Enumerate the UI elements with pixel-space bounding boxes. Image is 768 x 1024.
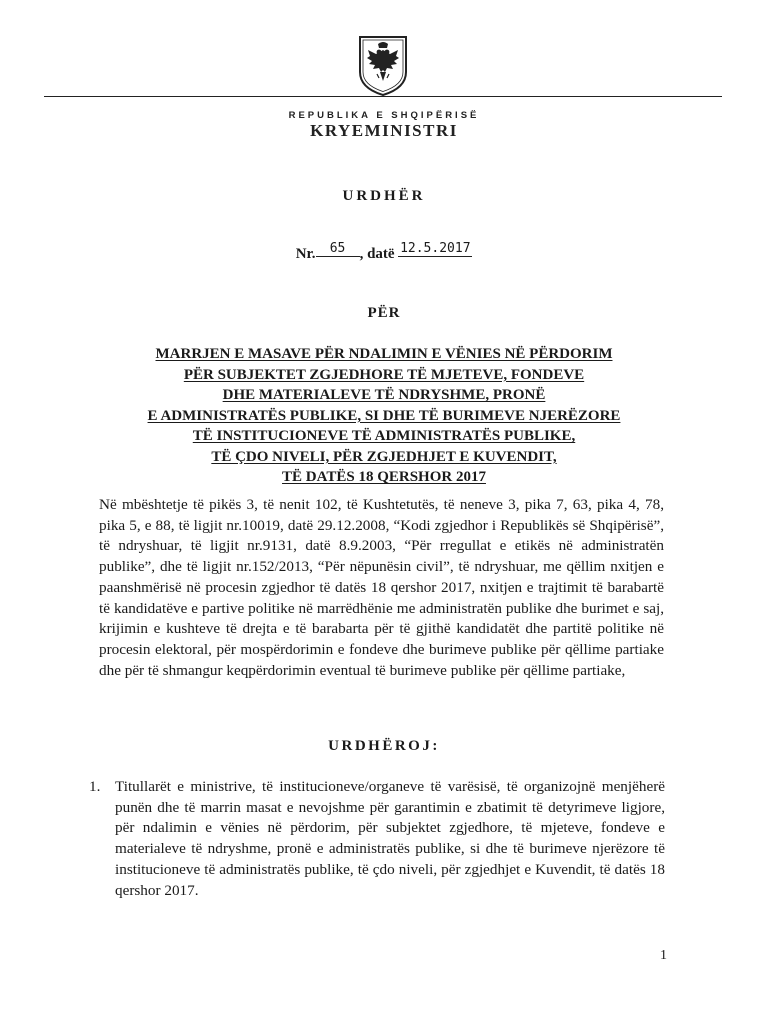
document-type-title: URDHËR xyxy=(342,188,426,204)
albanian-eagle-emblem-icon xyxy=(356,34,410,98)
number-label: Nr. xyxy=(295,246,316,262)
subject-title xyxy=(80,344,688,488)
order-heading: URDHËROJ: xyxy=(328,738,440,754)
subject-line: TË INSTITUCIONEVE TË ADMINISTRATËS PUBLIKE, xyxy=(192,428,576,444)
preamble-paragraph: Në mbështetje të pikës 3, të nenit 102, të Kushtetutës, të neneve 3, pika 7, 63, pika 4, 78, pika 5, e 88, të ligjit nr.10019, datë 29.12.2008, “Kodi zgjedhor i Republikës së Shqipërisë”, të ndryshuar, të ligjit nr.9131, datë 8.9.2003, “Për rregullat e etikës në administratën publike”, dhe të ligjit nr.152/2013, “Për nëpunësin civil”, të ndryshuar, me qëllim nxitjen e paanshmërisë në procesin zgjedhor të datës 18 qershor 2017, nxitjen e trajtimit të barabartë të kandidatëve e partive politike në marrëdhënie me administratën publike dhe burimet e saj, krijimin e kushteve të drejta e të barabarta për të gjithë kandidatët dhe partitë politike në procesin elektoral, për mospërdorimin e fondeve dhe burimeve publike për qëllime partiake dhe për të shmangur keqpërdorimin eventual të burimeve publike për qëllime partiake, xyxy=(99,496,664,679)
per-heading: PËR xyxy=(367,305,401,321)
republic-heading: REPUBLIKA E SHQIPËRISË xyxy=(288,110,480,121)
subject-line: DHE MATERIALEVE TË NDRYSHME, PRONË xyxy=(222,387,546,403)
office-heading: KRYEMINISTRI xyxy=(310,121,458,140)
number-date-line xyxy=(0,241,768,263)
date-label: , datë xyxy=(359,246,395,262)
order-item-number: 1. xyxy=(89,778,101,795)
subject-line: E ADMINISTRATËS PUBLIKE, SI DHE TË BURIMEVE NJERËZORE xyxy=(147,407,621,424)
order-item xyxy=(89,777,665,901)
subject-line: MARRJEN E MASAVE PËR NDALIMIN E VËNIES NË PËRDORIM xyxy=(155,346,613,362)
subject-line: TË ÇDO NIVELI, PËR ZGJEDHJET E KUVENDIT, xyxy=(211,448,557,465)
page-number: 1 xyxy=(660,948,667,963)
header-rule xyxy=(44,96,722,97)
document-number: 65 xyxy=(316,242,360,257)
document-date: 12.5.2017 xyxy=(400,241,471,256)
order-item-text: Titullarët e ministrive, të institucioneve/organeve të varësisë, të organizojnë menjëherë punën dhe të marrin masat e nevojshme për garantimin e zbatimit të detyrimeve ligjore, për ndalimin e vënies në përdorim, për subjektet zgjedhore, të mjeteve, fondeve e materialeve të ndryshme, pronë e administratës publike, si dhe të burimeve njerëzore të institucioneve të administratës publike, të çdo niveli, për zgjedhjet e Kuvendit, të datës 18 qershor 2017. xyxy=(115,778,665,899)
subject-line: TË DATËS 18 QERSHOR 2017 xyxy=(282,469,486,485)
subject-line: PËR SUBJEKTET ZGJEDHORE TË MJETEVE, FONDEVE xyxy=(183,366,585,383)
